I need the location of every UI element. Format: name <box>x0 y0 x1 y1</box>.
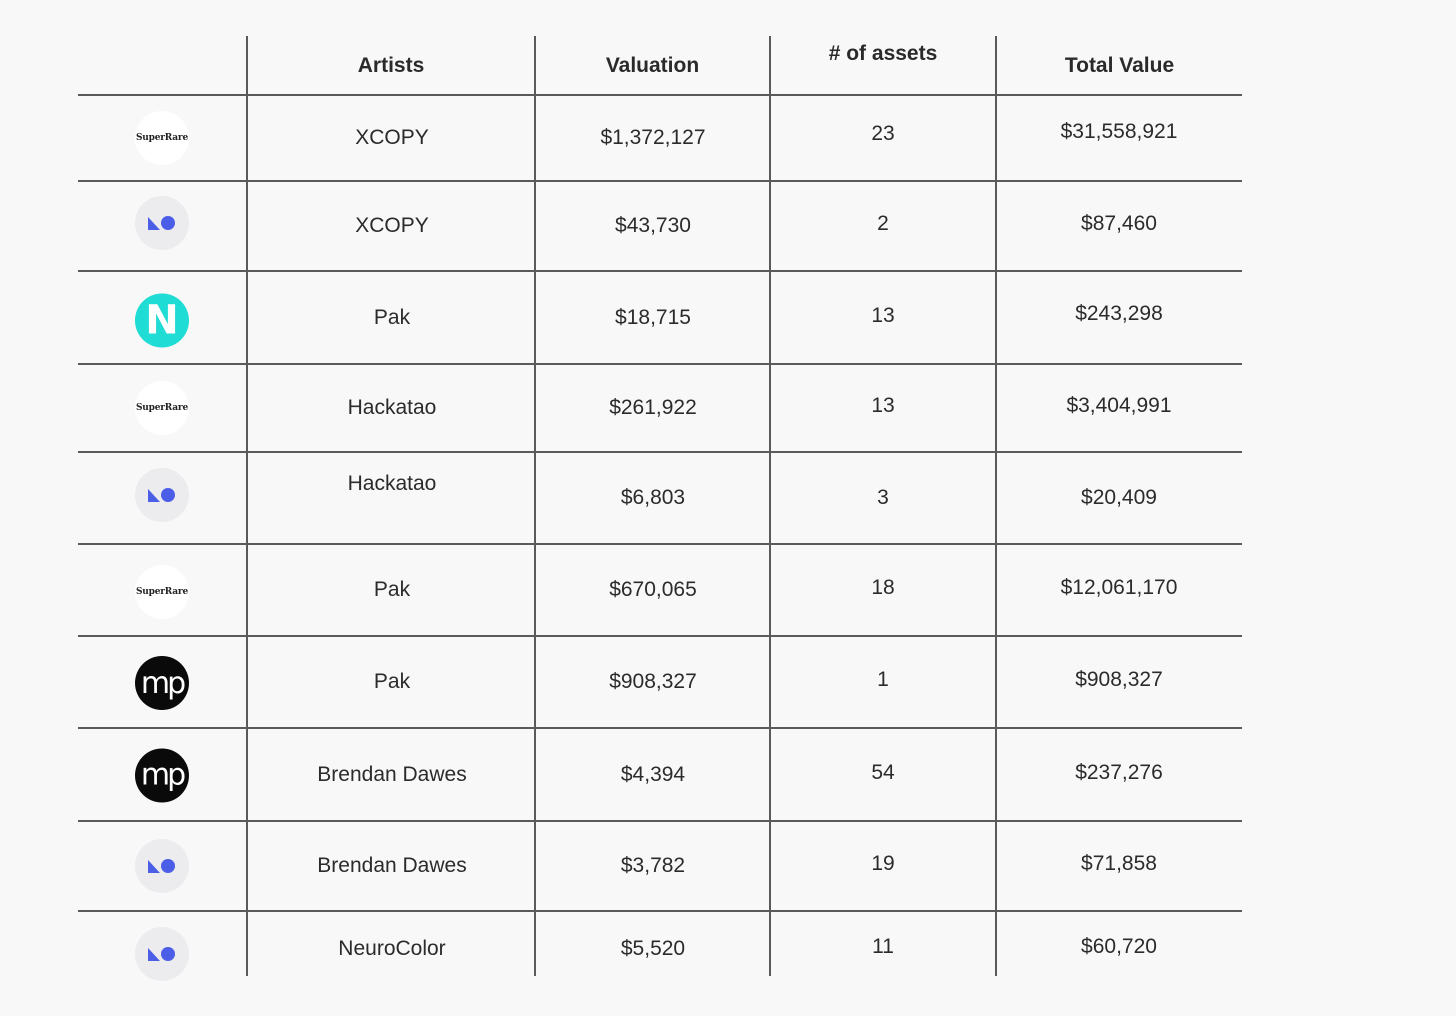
asset-count: 19 <box>871 852 895 875</box>
total-value: $31,558,921 <box>1060 120 1178 143</box>
header-valuation: Valuation <box>605 54 700 77</box>
total-value: $60,720 <box>1081 935 1157 958</box>
table-row <box>78 822 1242 910</box>
platform-cell <box>78 365 246 451</box>
table-row <box>78 912 1242 994</box>
total-value: $87,460 <box>1081 212 1157 235</box>
total-value: $237,276 <box>1075 760 1163 784</box>
platform-cell <box>78 912 246 994</box>
total-value: $71,858 <box>1081 852 1157 875</box>
knownorigin-logo-icon <box>135 839 189 893</box>
valuation-value: $261,922 <box>609 396 697 419</box>
valuation-value: $6,803 <box>620 486 686 509</box>
asset-count: 54 <box>871 760 895 784</box>
asset-count: 1 <box>877 668 889 691</box>
artist-name: Brendan Dawes <box>317 762 467 786</box>
makersplace-logo-icon: mp <box>135 656 189 710</box>
table-row <box>78 182 1242 270</box>
artist-name: Pak <box>373 670 411 693</box>
asset-count: 2 <box>877 212 889 235</box>
valuation-value: $4,394 <box>620 762 686 786</box>
platform-cell <box>78 453 246 543</box>
platform-cell <box>78 822 246 910</box>
artist-name: XCOPY <box>355 126 429 149</box>
platform-cell <box>78 729 246 820</box>
artist-name: Pak <box>373 578 411 601</box>
header-total-value: Total Value <box>1064 54 1175 77</box>
platform-cell <box>78 637 246 727</box>
knownorigin-logo-icon <box>135 468 189 522</box>
platform-cell <box>78 96 246 180</box>
knownorigin-logo-icon <box>135 927 189 981</box>
total-value: $243,298 <box>1075 301 1163 325</box>
artist-name: Hackatao <box>347 472 437 495</box>
asset-count: 13 <box>871 394 895 417</box>
header-assets: # of assets <box>828 42 938 65</box>
total-value: $908,327 <box>1075 668 1163 691</box>
table-row <box>78 637 1242 727</box>
table-row <box>78 729 1242 820</box>
valuation-value: $1,372,127 <box>600 126 706 149</box>
platform-cell <box>78 272 246 363</box>
table-row <box>78 545 1242 635</box>
header-artists: Artists <box>357 54 425 77</box>
artist-name: Hackatao <box>347 396 437 419</box>
asset-count: 23 <box>871 122 895 145</box>
total-value: $12,061,170 <box>1060 576 1178 599</box>
artist-name: Pak <box>373 305 411 329</box>
artist-name: NeuroColor <box>338 937 446 960</box>
superrare-logo-icon: SuperRare <box>135 111 189 165</box>
table-row <box>78 96 1242 180</box>
asset-count: 3 <box>877 486 889 509</box>
artist-name: Brendan Dawes <box>317 854 467 877</box>
valuation-value: $5,520 <box>620 937 686 960</box>
knownorigin-logo-icon <box>135 196 189 250</box>
total-value: $3,404,991 <box>1066 394 1172 417</box>
valuation-value: $3,782 <box>620 854 686 877</box>
valuation-value: $670,065 <box>609 578 697 601</box>
valuation-value: $43,730 <box>615 214 691 237</box>
platform-cell <box>78 182 246 270</box>
asset-count: 11 <box>872 935 894 958</box>
superrare-logo-icon: SuperRare <box>135 565 189 619</box>
table-row <box>78 453 1242 543</box>
total-value: $20,409 <box>1081 486 1157 509</box>
platform-cell <box>78 545 246 635</box>
valuation-value: $18,715 <box>615 305 691 329</box>
asset-count: 18 <box>871 576 895 599</box>
table-row <box>78 272 1242 363</box>
artist-name: XCOPY <box>355 214 429 237</box>
valuation-value: $908,327 <box>609 670 697 693</box>
makersplace-logo-icon: mp <box>135 748 189 802</box>
nifty-gateway-logo-icon: N <box>135 293 189 347</box>
superrare-logo-icon: SuperRare <box>135 381 189 435</box>
asset-count: 13 <box>871 303 895 327</box>
